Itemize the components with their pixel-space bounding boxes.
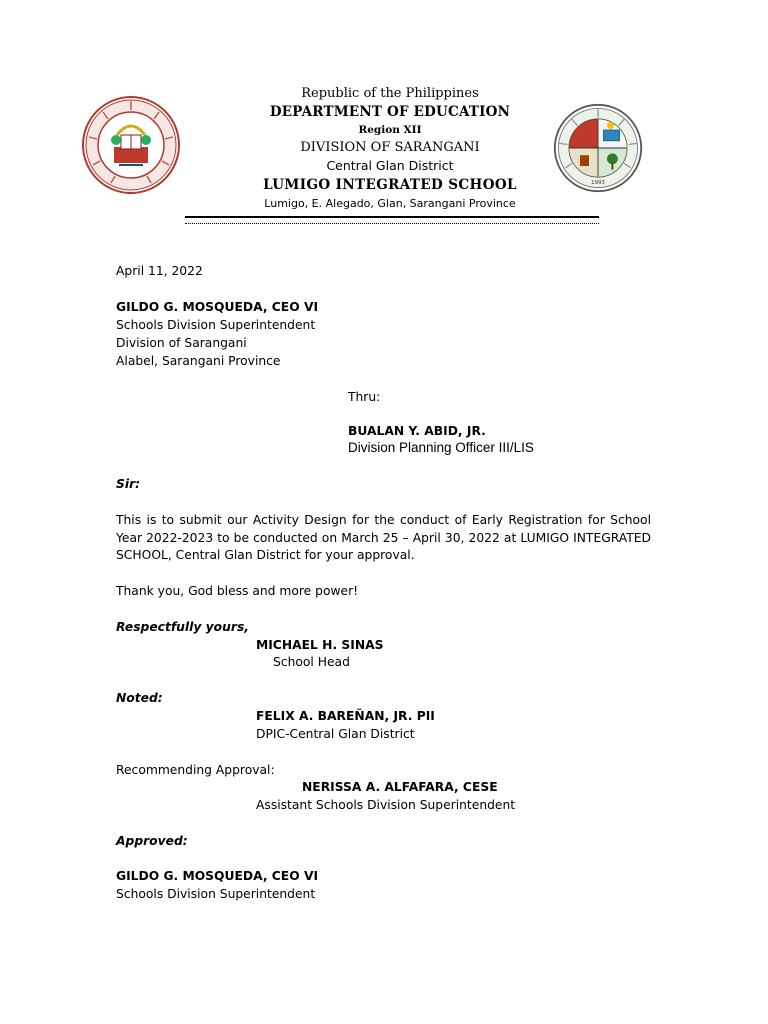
signatory-name: MICHAEL H. SINAS [256,638,384,652]
noted-title: DPIC-Central Glan District [256,727,415,741]
closing-line: Thank you, God bless and more power! [116,584,359,598]
addressee-name: GILDO G. MOSQUEDA, CEO VI [116,300,319,314]
approved-name: GILDO G. MOSQUEDA, CEO VI [116,869,319,883]
recommending-label: Recommending Approval: [116,763,275,777]
approved-title: Schools Division Superintendent [116,887,316,901]
letterhead-republic: Republic of the Philippines [301,86,479,101]
signatory-title: School Head [273,655,350,669]
deped-seal-icon [81,95,181,195]
school-seal-year: 1993 [591,180,605,186]
salutation: Sir: [116,477,141,491]
noted-name: FELIX A. BAREÑAN, JR. PII [256,709,435,723]
thru-title: Division Planning Officer III/LIS [348,440,534,455]
letterhead-divider [185,216,599,224]
recommending-title: Assistant Schools Division Superintendent [256,798,516,812]
noted-label: Noted: [116,691,163,705]
thru-label: Thru: [348,390,381,404]
letter-date: April 11, 2022 [116,264,203,278]
recommending-name: NERISSA A. ALFAFARA, CESE [302,780,498,794]
thru-name: BUALAN Y. ABID, JR. [348,424,486,438]
addressee-title: Schools Division Superintendent [116,318,316,332]
addressee-location: Alabel, Sarangani Province [116,354,281,368]
letterhead-school: LUMIGO INTEGRATED SCHOOL [263,177,517,193]
addressee-office: Division of Sarangani [116,336,247,350]
letterhead-region: Region XII [358,124,422,136]
school-seal-icon [553,103,643,193]
letterhead-district: Central Glan District [326,158,454,173]
letterhead-address: Lumigo, E. Alegado, Glan, Sarangani Province [264,197,516,210]
letterhead-division: DIVISION OF SARANGANI [300,140,480,155]
respectfully-label: Respectfully yours, [116,620,249,634]
approved-label: Approved: [116,834,188,848]
letterhead-department: DEPARTMENT OF EDUCATION [269,104,511,120]
letter-body: This is to submit our Activity Design for the conduct of Early Registration for School Year 2022-2023 to be conducted on March 25 – April 30, 2022 at LUMIGO INTEGRATED SCHOOL, Central Glan District for your approval. [116,513,651,562]
